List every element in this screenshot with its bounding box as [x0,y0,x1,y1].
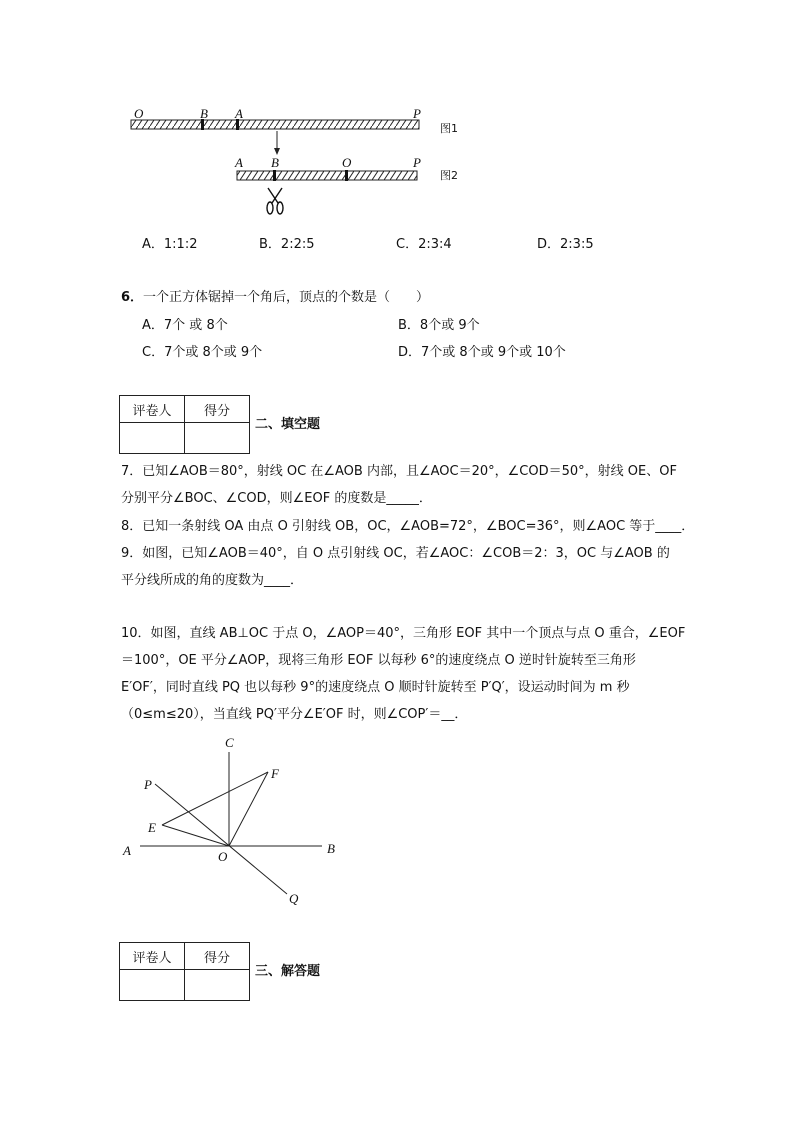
option-letter: D． [398,345,422,360]
option-text: 7个 或 8个 [163,318,228,333]
q5-option-b [259,237,315,253]
score-header: 得分 [185,396,250,423]
q5-option-a [142,237,197,253]
fig3-label-c: C [225,735,234,750]
fig3-label-a: A [123,843,131,858]
option-text: 8个或 9个 [419,318,480,333]
option-text: 7个或 8个或 9个或 10个 [421,345,566,360]
fig2-name: 图2 [440,169,458,182]
q6-option-d [398,345,566,361]
q5-option-d [537,237,594,253]
q7-line1: 7．已知∠AOB＝80°，射线 OC 在∠AOB 内部，且∠AOC＝20°，∠COD＝50°，射线 OE、OF [121,464,677,479]
option-letter: C． [142,345,165,360]
score-cell[interactable] [185,970,250,1001]
option-text: 1:1:2 [163,237,198,252]
segment-ef [162,772,268,825]
q9-line1: 9．如图，已知∠AOB＝40°，自 O 点引射线 OC，若∠AOC：∠COB＝2：3，OC 与∠AOB 的 [121,546,670,561]
score-table-section3 [119,942,250,1001]
grader-header: 评卷人 [120,943,185,970]
fig3-label-o: O [218,849,228,864]
grader-header: 评卷人 [120,396,185,423]
geometry-figure-svg [0,720,794,920]
segment-of [229,772,268,846]
option-letter: D． [537,237,561,252]
option-text: 2:3:5 [560,237,594,252]
fig3-label-b: B [327,841,335,856]
option-letter: C． [396,237,419,252]
option-letter: A． [142,318,164,333]
score-cell[interactable] [185,423,250,454]
fig3-label-e: E [148,820,156,835]
q6-option-a [142,318,228,334]
fig1-name: 图1 [440,122,458,135]
q10-line3: E′OF′，同时直线 PQ 也以每秒 9°的速度绕点 O 顺时针旋转至 P′Q′，设运动时间为 m 秒 [121,680,630,695]
option-letter: B． [398,318,420,333]
fig1-label-b: B [200,106,208,121]
q10-line2: ＝100°，OE 平分∠AOP，现将三角形 EOF 以每秒 6°的速度绕点 O 逆时针旋转至三角形 [121,653,636,668]
option-text: 2:2:5 [280,237,315,252]
section3-title: 三、解答题 [255,964,321,979]
option-letter: B． [259,237,281,252]
score-table-section2 [119,395,250,454]
q6-stem-text: 一个正方体锯掉一个角后，顶点的个数是（ ） [143,290,430,305]
segment-oe [162,825,229,846]
strip-2 [237,171,417,180]
fig2-label-a: A [235,155,243,170]
q6-stem [121,290,429,306]
mark-o-fig2 [345,170,348,181]
fig2-label-o: O [342,155,352,170]
q6-option-c [142,345,262,361]
score-header: 得分 [185,943,250,970]
option-text: 7个或 8个或 9个 [164,345,263,360]
fig3-label-f: F [271,766,279,781]
section2-title: 二、填空题 [255,417,321,432]
fig1-label-a: A [235,106,243,121]
line-pq [155,784,287,894]
fig1-label-o: O [134,106,144,121]
fig3-label-p: P [144,777,152,792]
grader-cell[interactable] [120,423,185,454]
q10-line1: 10．如图，直线 AB⊥OC 于点 O，∠AOP＝40°，三角形 EOF 其中一个顶点与点 O 重合，∠EOF [121,626,686,641]
option-letter: A． [142,237,164,252]
mark-b-fig2 [273,170,276,181]
fig2-label-b: B [271,155,279,170]
option-text: 2:3:4 [418,237,452,252]
q5-option-c [396,237,452,253]
fig2-label-p: P [413,155,421,170]
q9-line2: 平分线所成的角的度数为____． [121,573,304,588]
strip-1 [131,120,419,129]
q10-line4: （0≤m≤20），当直线 PQ′平分∠E′OF 时，则∠COP′＝__． [121,707,468,722]
scissors-icon [267,188,283,214]
q6-number: 6． [121,290,144,305]
q8-line1: 8．已知一条射线 OA 由点 O 引射线 OB，OC，∠AOB=72°，∠BOC=36°，则∠AOC 等于____． [121,519,695,534]
fig1-label-p: P [413,106,421,121]
strip-figure-svg [0,0,794,230]
fig3-label-q: Q [289,891,299,906]
q7-line2: 分别平分∠BOC、∠COD，则∠EOF 的度数是_____． [121,491,432,506]
q6-option-b [398,318,480,334]
grader-cell[interactable] [120,970,185,1001]
arrow-head-icon [274,148,280,155]
